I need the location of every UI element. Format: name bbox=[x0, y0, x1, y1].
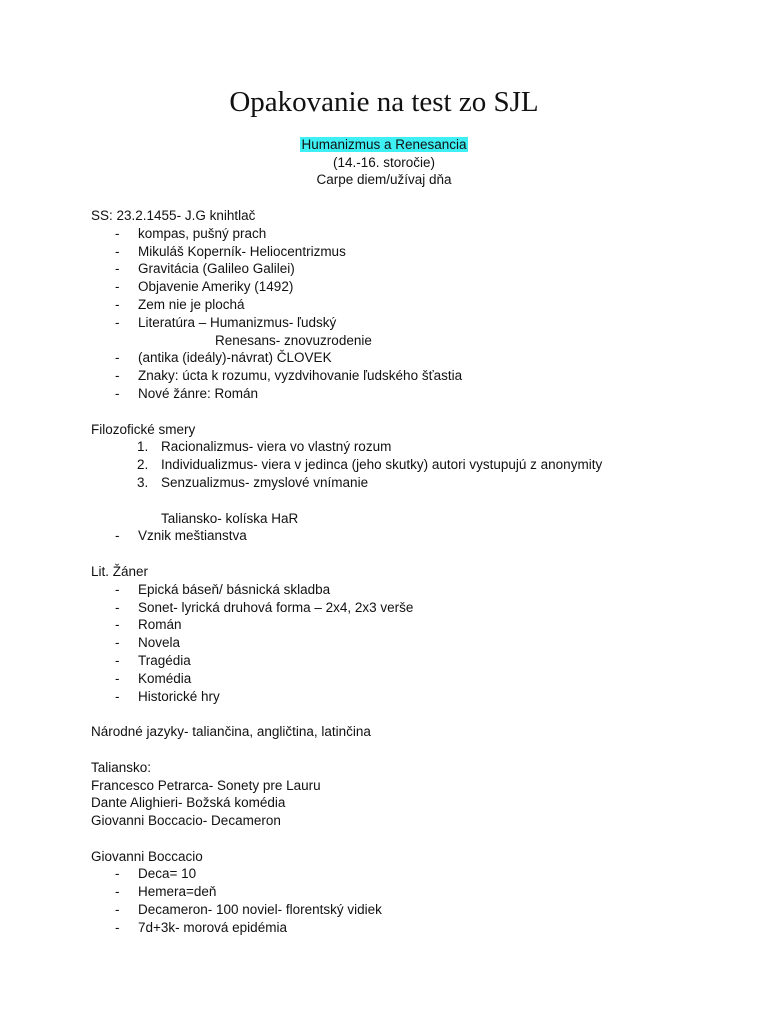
list-item bbox=[91, 901, 751, 919]
dash-bullet: - bbox=[115, 225, 120, 241]
page-title: Opakovanie na test zo SJL bbox=[229, 86, 539, 118]
topic-highlight: Humanizmus a Renesancia bbox=[301, 137, 467, 152]
list-continuation: Renesans- znovuzrodenie bbox=[215, 332, 372, 348]
dash-bullet: - bbox=[115, 688, 120, 704]
list-item-text: Tragédia bbox=[138, 652, 191, 668]
zaner-heading: Lit. Žáner bbox=[91, 563, 149, 579]
list-item bbox=[91, 385, 751, 403]
author-line: Dante Alighieri- Božská komédia bbox=[91, 795, 286, 811]
dash-bullet: - bbox=[115, 670, 120, 686]
list-item-text: Mikuláš Koperník- Heliocentrizmus bbox=[138, 243, 346, 259]
dash-bullet: - bbox=[115, 243, 120, 259]
dash-bullet: - bbox=[115, 279, 120, 295]
topic-header bbox=[0, 136, 768, 189]
list-item bbox=[91, 278, 751, 296]
author-line: Francesco Petrarca- Sonety pre Lauru bbox=[91, 777, 321, 793]
list-item-text: Gravitácia (Galileo Galilei) bbox=[138, 261, 295, 277]
dash-bullet: - bbox=[115, 314, 120, 330]
list-item bbox=[91, 634, 751, 652]
dash-bullet: - bbox=[115, 635, 120, 651]
dash-bullet: - bbox=[115, 261, 120, 277]
list-item-text: Vznik meštianstva bbox=[138, 528, 247, 544]
item-number: 1. bbox=[137, 439, 149, 455]
list-item-text: 7d+3k- morová epidémia bbox=[138, 919, 287, 935]
item-number: 3. bbox=[137, 474, 149, 490]
list-item-text: Sonet- lyrická druhová forma – 2x4, 2x3 verše bbox=[138, 599, 414, 615]
list-item bbox=[91, 260, 751, 278]
document-body bbox=[91, 207, 751, 937]
numbered-item-text: Racionalizmus- viera vo vlastný rozum bbox=[161, 439, 392, 455]
list-item-text: Komédia bbox=[138, 670, 192, 686]
numbered-item bbox=[91, 438, 751, 456]
list-item bbox=[91, 599, 751, 617]
list-item-text: Nové žánre: Román bbox=[138, 385, 259, 401]
dash-bullet: - bbox=[115, 866, 120, 882]
list-item-text: kompas, pušný prach bbox=[138, 225, 267, 241]
list-item-text: Literatúra – Humanizmus- ľudský bbox=[138, 314, 337, 330]
note-line: Taliansko- kolíska HaR bbox=[161, 510, 299, 526]
taliansko-heading: Taliansko: bbox=[91, 759, 152, 775]
list-item bbox=[91, 349, 751, 367]
dash-bullet: - bbox=[115, 617, 120, 633]
list-item bbox=[91, 225, 751, 243]
list-item-text: Epická báseň/ básnická skladba bbox=[138, 581, 331, 597]
numbered-item-text: Individualizmus- viera v jedinca (jeho skutky) autori vystupujú z anonymity bbox=[161, 457, 603, 473]
list-item bbox=[91, 296, 751, 314]
list-item bbox=[91, 243, 751, 261]
list-item-text: (antika (ideály)-návrat) ČLOVEK bbox=[138, 350, 332, 366]
dash-bullet: - bbox=[115, 884, 120, 900]
dash-bullet: - bbox=[115, 581, 120, 597]
jazyky-line: Národné jazyky- taliančina, angličtina, latinčina bbox=[91, 724, 371, 740]
list-item bbox=[91, 367, 751, 385]
list-item-text: Znaky: úcta k rozumu, vyzdvihovanie ľudského šťastia bbox=[138, 368, 463, 384]
list-item-text: Román bbox=[138, 617, 182, 633]
list-item-text: Zem nie je plochá bbox=[138, 296, 245, 312]
topic-line bbox=[0, 136, 768, 154]
list-item bbox=[91, 688, 751, 706]
list-item bbox=[91, 883, 751, 901]
dash-bullet: - bbox=[115, 528, 120, 544]
list-item-text: Novela bbox=[138, 635, 181, 651]
dash-bullet: - bbox=[115, 919, 120, 935]
list-item bbox=[91, 616, 751, 634]
list-item-text: Decameron- 100 noviel- florentský vidiek bbox=[138, 902, 382, 918]
list-item bbox=[91, 652, 751, 670]
boccacio-heading: Giovanni Boccacio bbox=[91, 848, 203, 864]
dash-bullet: - bbox=[115, 296, 120, 312]
list-item bbox=[91, 527, 751, 545]
dash-bullet: - bbox=[115, 350, 120, 366]
dash-bullet: - bbox=[115, 652, 120, 668]
item-number: 2. bbox=[137, 457, 149, 473]
list-item-text: Objavenie Ameriky (1492) bbox=[138, 279, 294, 295]
list-item bbox=[91, 670, 751, 688]
author-line: Giovanni Boccacio- Decameron bbox=[91, 813, 281, 829]
motto-line: Carpe diem/užívaj dňa bbox=[316, 172, 452, 188]
ss-heading: SS: 23.2.1455- J.G knihtlač bbox=[91, 208, 256, 223]
list-item-text: Deca= 10 bbox=[138, 866, 197, 882]
numbered-item-text: Senzualizmus- zmyslové vnímanie bbox=[161, 474, 369, 490]
filozofia-heading: Filozofické smery bbox=[91, 421, 196, 437]
period-line: (14.-16. storočie) bbox=[332, 154, 436, 170]
list-item-text: Historické hry bbox=[138, 688, 220, 704]
list-item bbox=[91, 919, 751, 937]
dash-bullet: - bbox=[115, 902, 120, 918]
list-item bbox=[91, 314, 751, 332]
list-item bbox=[91, 865, 751, 883]
dash-bullet: - bbox=[115, 385, 120, 401]
dash-bullet: - bbox=[115, 599, 120, 615]
list-item-text: Hemera=deň bbox=[138, 884, 217, 900]
numbered-item bbox=[91, 456, 751, 474]
numbered-item bbox=[91, 474, 751, 492]
list-item bbox=[91, 581, 751, 599]
dash-bullet: - bbox=[115, 368, 120, 384]
